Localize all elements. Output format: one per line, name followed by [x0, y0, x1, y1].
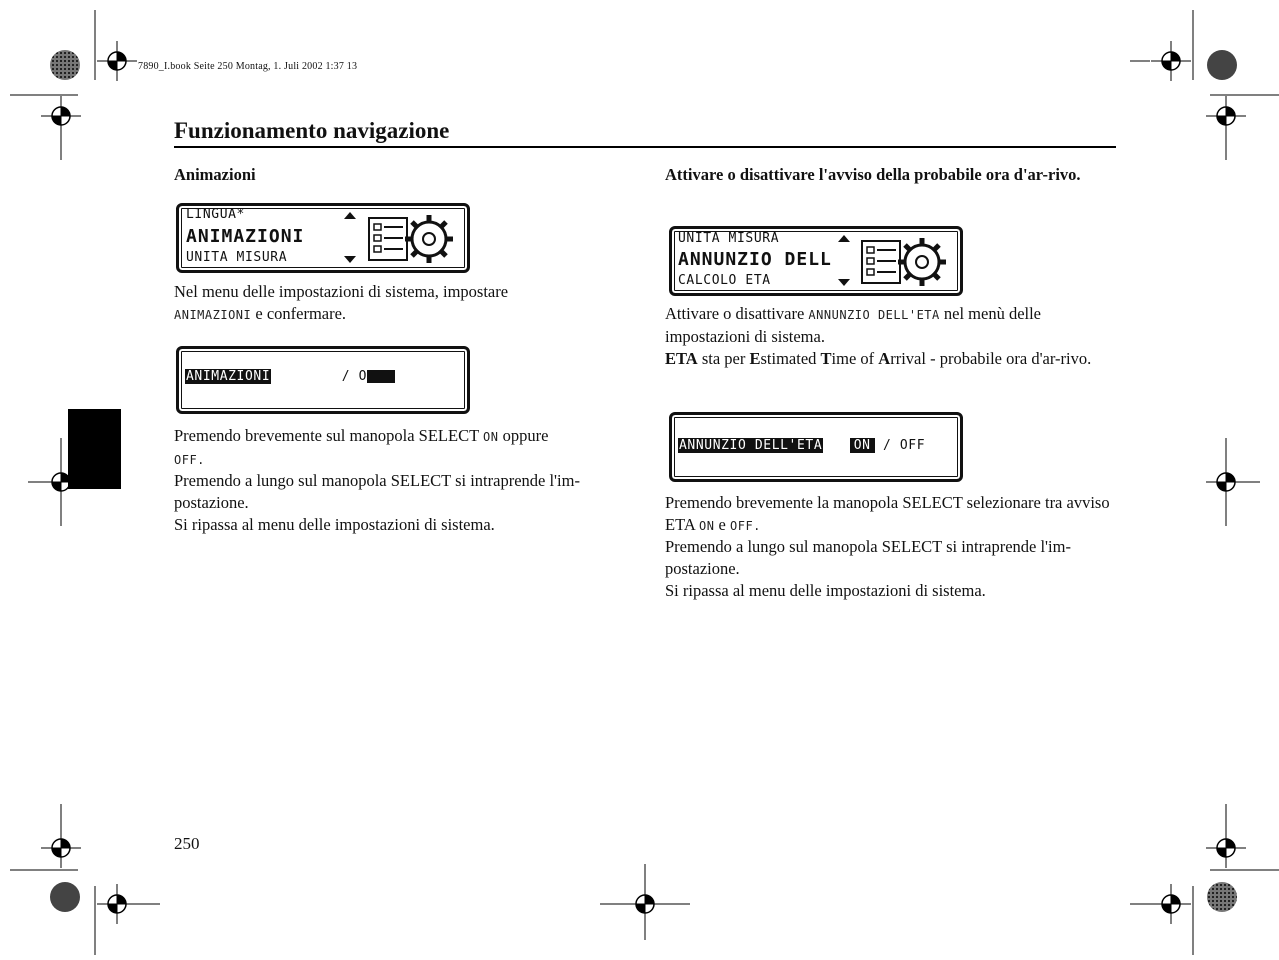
lcd-inline-text: ON	[483, 430, 499, 444]
lcd-line	[185, 369, 395, 384]
lcd-inline-text: ON	[698, 519, 715, 533]
text: Premendo brevemente sul manopola SELECT	[174, 426, 484, 445]
chapter-tab	[68, 409, 121, 489]
text: stimated	[760, 349, 821, 368]
lcd-line: UNITA MISURA	[186, 250, 288, 265]
settings-gear-icon	[860, 237, 952, 287]
paragraph: Si ripassa al menu delle impostazioni di sistema.	[174, 515, 495, 534]
lcd-line	[678, 438, 925, 453]
lcd-selected-label: ANNUNZIO DELL'ETA	[679, 438, 823, 453]
lcd-screen-menu-eta	[669, 226, 963, 296]
text: nel menù delle impostazioni di sistema.	[665, 304, 1042, 346]
paragraph: Premendo a lungo sul manopola SELECT si intraprende l'im-postazione.	[665, 537, 1071, 578]
paragraph	[665, 492, 1117, 537]
page-title: Funzionamento navigazione	[174, 118, 450, 143]
paragraph	[174, 281, 623, 326]
paragraph: Si ripassa al menu delle impostazioni di sistema.	[665, 581, 986, 600]
settings-gear-icon	[367, 214, 459, 264]
scroll-down-icon	[838, 279, 850, 286]
text: Premendo brevemente la manopola SELECT selezionare tra avviso ETA	[665, 493, 1110, 534]
lcd-inline-text: ANNUNZIO DELL'ETA	[808, 308, 940, 322]
lcd-line-selected: ANIMAZIONI	[186, 226, 305, 247]
title-rule	[174, 146, 1116, 148]
scroll-up-icon	[344, 212, 356, 219]
text-bold: A	[878, 349, 891, 368]
lcd-screen-eta-toggle	[669, 412, 963, 482]
lcd-cursor	[367, 370, 395, 383]
lcd-screen-menu-animazioni	[176, 203, 470, 273]
lcd-line-selected: ANNUNZIO DELL	[678, 249, 832, 270]
paragraph: Premendo a lungo sul manopola SELECT si intraprende l'im-postazione.	[174, 471, 580, 512]
paragraph	[174, 425, 623, 471]
page-number: 250	[174, 834, 200, 853]
section-heading-animazioni: Animazioni	[174, 165, 256, 184]
scroll-up-icon	[838, 235, 850, 242]
lcd-inline-text: ANIMAZIONI	[174, 308, 252, 322]
text-bold: ETA	[665, 349, 698, 368]
print-header: 7890_I.book Seite 250 Montag, 1. Juli 2002 1:37 13	[138, 61, 358, 72]
lcd-inline-text: OFF.	[174, 453, 205, 467]
section-heading-eta: Attivare o disattivare l'avviso della probabile ora d'ar-rivo.	[665, 165, 1081, 184]
lcd-option-on: ON	[850, 438, 875, 453]
text: e confermare.	[251, 304, 347, 323]
lcd-option: / O	[341, 369, 367, 384]
text: Attivare o disattivare	[665, 304, 809, 323]
text: e	[714, 515, 730, 534]
lcd-line: UNITA MISURA	[678, 231, 780, 246]
scroll-down-icon	[344, 256, 356, 263]
text: oppure	[498, 426, 549, 445]
lcd-line: CALCOLO ETA	[678, 273, 771, 288]
text: rrival - probabile ora d'ar-rivo.	[890, 349, 1092, 368]
text-bold: T	[820, 349, 832, 368]
paragraph	[665, 303, 1117, 348]
lcd-inline-text: OFF.	[730, 519, 761, 533]
text: Nel menu delle impostazioni di sistema, impostare	[174, 282, 509, 301]
text: ime of	[831, 349, 879, 368]
lcd-selected-label: ANIMAZIONI	[186, 369, 271, 384]
text-bold: E	[749, 349, 761, 368]
lcd-screen-animazioni-toggle	[176, 346, 470, 414]
paragraph	[665, 348, 1117, 370]
text: sta per	[697, 349, 750, 368]
lcd-option-off: / OFF	[883, 438, 926, 453]
lcd-line: LINGUA*	[186, 207, 245, 222]
